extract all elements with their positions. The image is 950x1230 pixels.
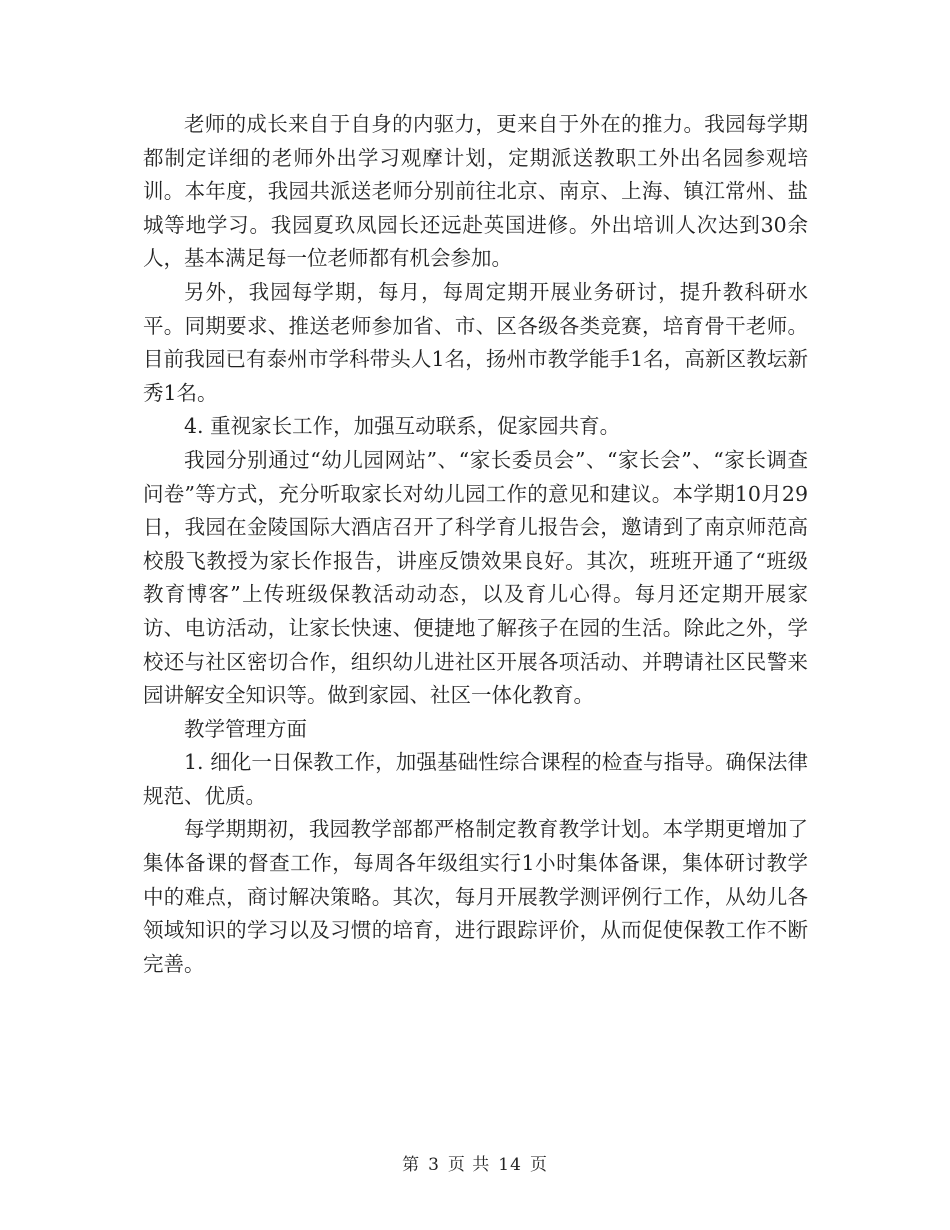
paragraph-teacher-growth: 老师的成长来自于自身的内驱力，更来自于外在的推力。我园每学期都制定详细的老师外出学习观摩计划，定期派送教职工外出名园参观培训。本年度，我园共派送老师分别前往北京、南京、上海、镇江常州、盐城等地学习。我园夏玖凤园长还远赴英国进修。外出培训人次达到30余人，基本满足每一位老师都有机会参加。 [143,112,808,271]
paragraph-teaching-plan: 每学期期初，我园教学部都严格制定教育教学计划。本学期更增加了集体备课的督查工作，每周各年级组实行1小时集体备课，集体研讨教学中的难点，商讨解决策略。其次，每月开展教学测评例行工作，从幼儿各领域知识的学习以及习惯的培育，进行跟踪评价，从而促使保教工作不断完善。 [143,817,808,976]
paragraph-parent-work: 我园分别通过“幼儿园网站”、“家长委员会”、“家长会”、“家长调查问卷”等方式，充分听取家长对幼儿园工作的意见和建议。本学期10月29日，我园在金陵国际大酒店召开了科学育儿报告会，邀请到了南京师范高校殷飞教授为家长作报告，讲座反馈效果良好。其次，班班开通了“班级教育博客”上传班级保教活动动态，以及育儿心得。每月还定期开展家访、电访活动，让家长快速、便捷地了解孩子在园的生活。除此之外，学校还与社区密切合作，组织幼儿进社区开展各项活动、并聘请社区民警来园讲解安全知识等。做到家园、社区一体化教育。 [143,447,808,708]
footer-total-pages: 14 [498,1155,522,1175]
heading-daily-care: 1. 细化一日保教工作，加强基础性综合课程的检查与指导。确保法律规范、优质。 [143,750,808,808]
footer-middle: 页 共 [447,1155,491,1175]
paragraph-research: 另外，我园每学期，每月，每周定期开展业务研讨，提升教科研水平。同期要求、推送老师参加省、市、区各级各类竞赛，培育骨干老师。目前我园已有泰州市学科带头人1名，扬州市教学能手1名，高新区教坛新秀1名。 [143,279,808,405]
heading-parent-work: 4. 重视家长工作，加强互动联系，促家园共育。 [184,414,621,439]
footer-page-number: 3 [428,1155,440,1175]
document-body [143,108,808,981]
footer-suffix: 页 [529,1155,548,1175]
page-footer [0,1150,950,1175]
heading-teaching-management: 教学管理方面 [184,716,307,741]
footer-prefix: 第 [402,1155,421,1175]
